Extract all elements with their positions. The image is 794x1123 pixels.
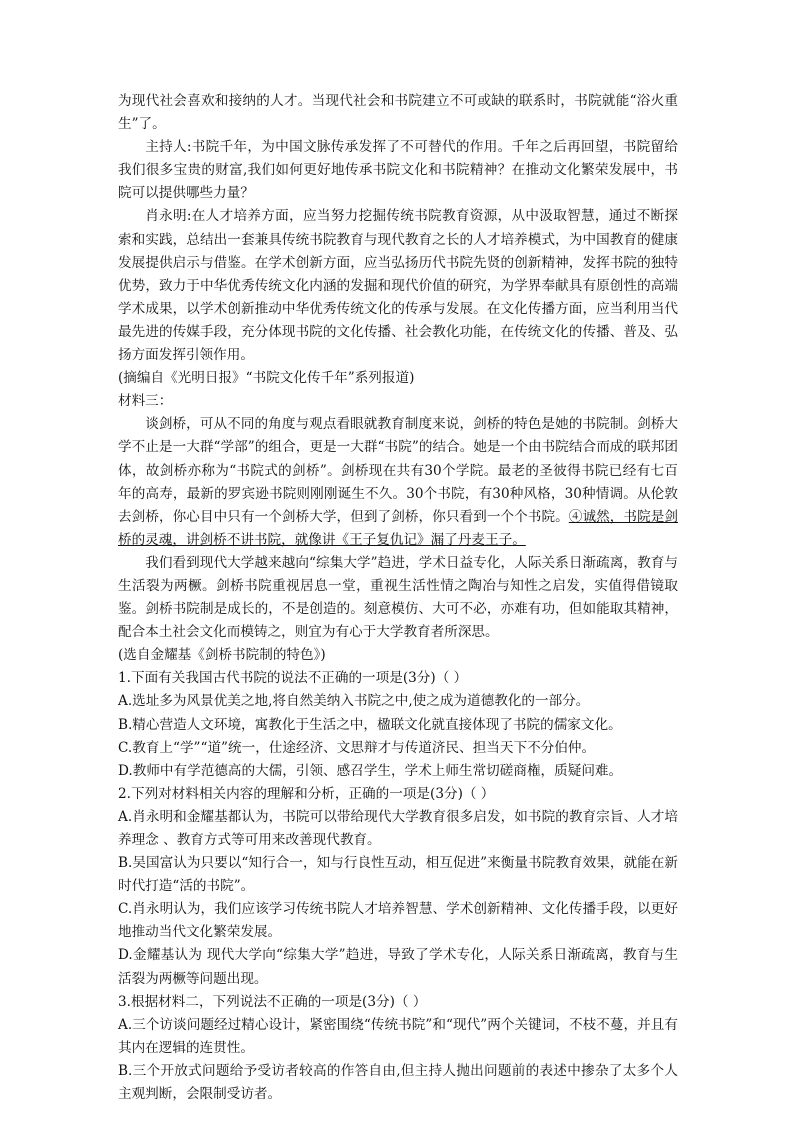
question-2: 2.下列对材料相关内容的理解和分析，正确的一项是(3分)（ ） — [118, 785, 495, 802]
material-three-text: 谈剑桥，可从不同的角度与观点看眼就教育制度来说，剑桥的特色是她的书院制。剑桥大学不止是一大群“学部”的组合，更是一大群“书院”的结合。她是一个由书院结合而成的联邦团体，故剑桥亦称为“书院式的剑桥”。剑桥现在共有30个学院。最老的圣彼得书院已经有七百年的高寿，最新的罗宾逊书院则刚刚诞生不久。30个书院，有30种风格，30种情调。从伦敦去剑桥，你心目中只有一个剑桥大学，但到了剑桥，你只看到一个个书院。 — [118, 416, 678, 525]
material-two-source: (摘编自《光明日报》“书院文化传千年”系列报道) — [118, 370, 415, 387]
question-2-option-a: A.肖永明和金耀基都认为，书院可以带给现代大学教育很多启发，如书院的教育宗旨、人才培养理念 、教育方式等可用来改善现代教育。 — [118, 808, 678, 848]
material-three-source: (选自金耀基《剑桥书院制的特色》) — [118, 647, 326, 664]
question-1-option-a: A.选址多为风景优美之地,将自然美纳入书院之中,使之成为道德教化的一部分。 — [118, 693, 590, 710]
question-1-option-c: C.教育上“学”“道”统一，仕途经济、文思辩才与传道济民、担当天下不分伯仲。 — [118, 739, 596, 756]
question-3-option-a: A.三个访谈问题经过精心设计，紧密围绕“传统书院”和“现代”两个关键词，不枝不蔓，并且有其内在逻辑的连贯性。 — [118, 1016, 678, 1056]
host-question: 主持人:书院千年，为中国文脉传承发挥了不可替代的作用。千年之后再回望，书院留给我们很多宝贵的财富,我们如何更好地传承书院文化和书院精神？在推动文化繁荣发展中，书院可以提供哪些力量？ — [118, 139, 678, 202]
material-three-paragraph-1 — [118, 413, 678, 552]
question-2-option-b: B.吴国富认为只要以“知行合一，知与行良性互动，相互促进”来衡量书院教育效果，就能在新时代打造“活的书院”。 — [118, 855, 678, 895]
question-1-option-d: D.教师中有学范德高的大儒，引领、感召学生，学术上师生常切磋商権，质疑问难。 — [118, 762, 623, 779]
question-2-option-d: D.金耀基认为 现代大学向“综集大学”趋进，导致了学术专化，人际关系日渐疏离，教育与生活裂为两橛等问题出现。 — [118, 947, 678, 987]
xiao-answer: 肖永明:在人才培养方面，应当努力挖掘传统书院教育资源，从中汲取智慧，通过不断探索和实践，总结出一套兼具传统书院教育与现代教育之长的人才培养模式，为中国教育的健康发展提供启示与借鉴。在学术创新方面，应当弘扬历代书院先贤的创新精神，发挥书院的独特优势，致力于中华优秀传统文化内涵的发掘和现代价值的研究，为学界奉献具有原创性的高端学术成果，以学术创新推动中华优秀传统文化的传承与发展。在文化传播方面，应当利用当代最先进的传媒手段，充分体现书院的文化传播、社会教化功能，在传统文化的传播、普及、弘扬方面发挥引领作用。 — [118, 208, 678, 364]
question-2-option-c: C.肖永明认为，我们应该学习传统书院人才培养智慧、学术创新精神、文化传播手段，以更好地推动当代文化繁荣发展。 — [118, 901, 678, 941]
question-3: 3.根据材料二，下列说法不正确的一项是(3分)（ ） — [118, 993, 427, 1010]
document-page — [118, 90, 678, 1106]
question-1-option-b: B.精心营造人文环境，寓教化于生活之中，楹联文化就直接体现了书院的儒家文化。 — [118, 716, 622, 733]
material-three-title: 材料三： — [118, 393, 173, 410]
question-1: 1.下面有关我国古代书院的说法不正确的一项是(3分)（ ） — [118, 670, 468, 687]
intro-continuation: 为现代社会喜欢和接纳的人才。当现代社会和书院建立不可或缺的联系时，书院就能“浴火重生”了。 — [118, 93, 678, 133]
question-3-option-b: B.三个开放式问题给予受访者较高的作答自由,但主持人抛出问题前的表述中掺杂了太多个人主观判断，会限制受访者。 — [118, 1062, 678, 1103]
material-three-paragraph-2: 我们看到现代大学越来越向“综集大学”趋进，学术日益专化，人际关系日渐疏离，教育与生活裂为两橛。剑桥书院重视居息一堂，重视生活性情之陶冶与知性之启发，实值得借镜取鉴。剑桥书院制是成长的，不是创造的。刻意模仿、大可不必，亦难有功，但如能取其精神，配合本土社会文化而模铸之，则宜为有心于大学教育者所深思。 — [118, 554, 678, 641]
underlined-sentence-4: ④诚然，书院是剑桥的灵魂，讲剑桥不讲书院，就像讲《王子复仇记》漏了丹麦王子。 — [118, 508, 679, 548]
